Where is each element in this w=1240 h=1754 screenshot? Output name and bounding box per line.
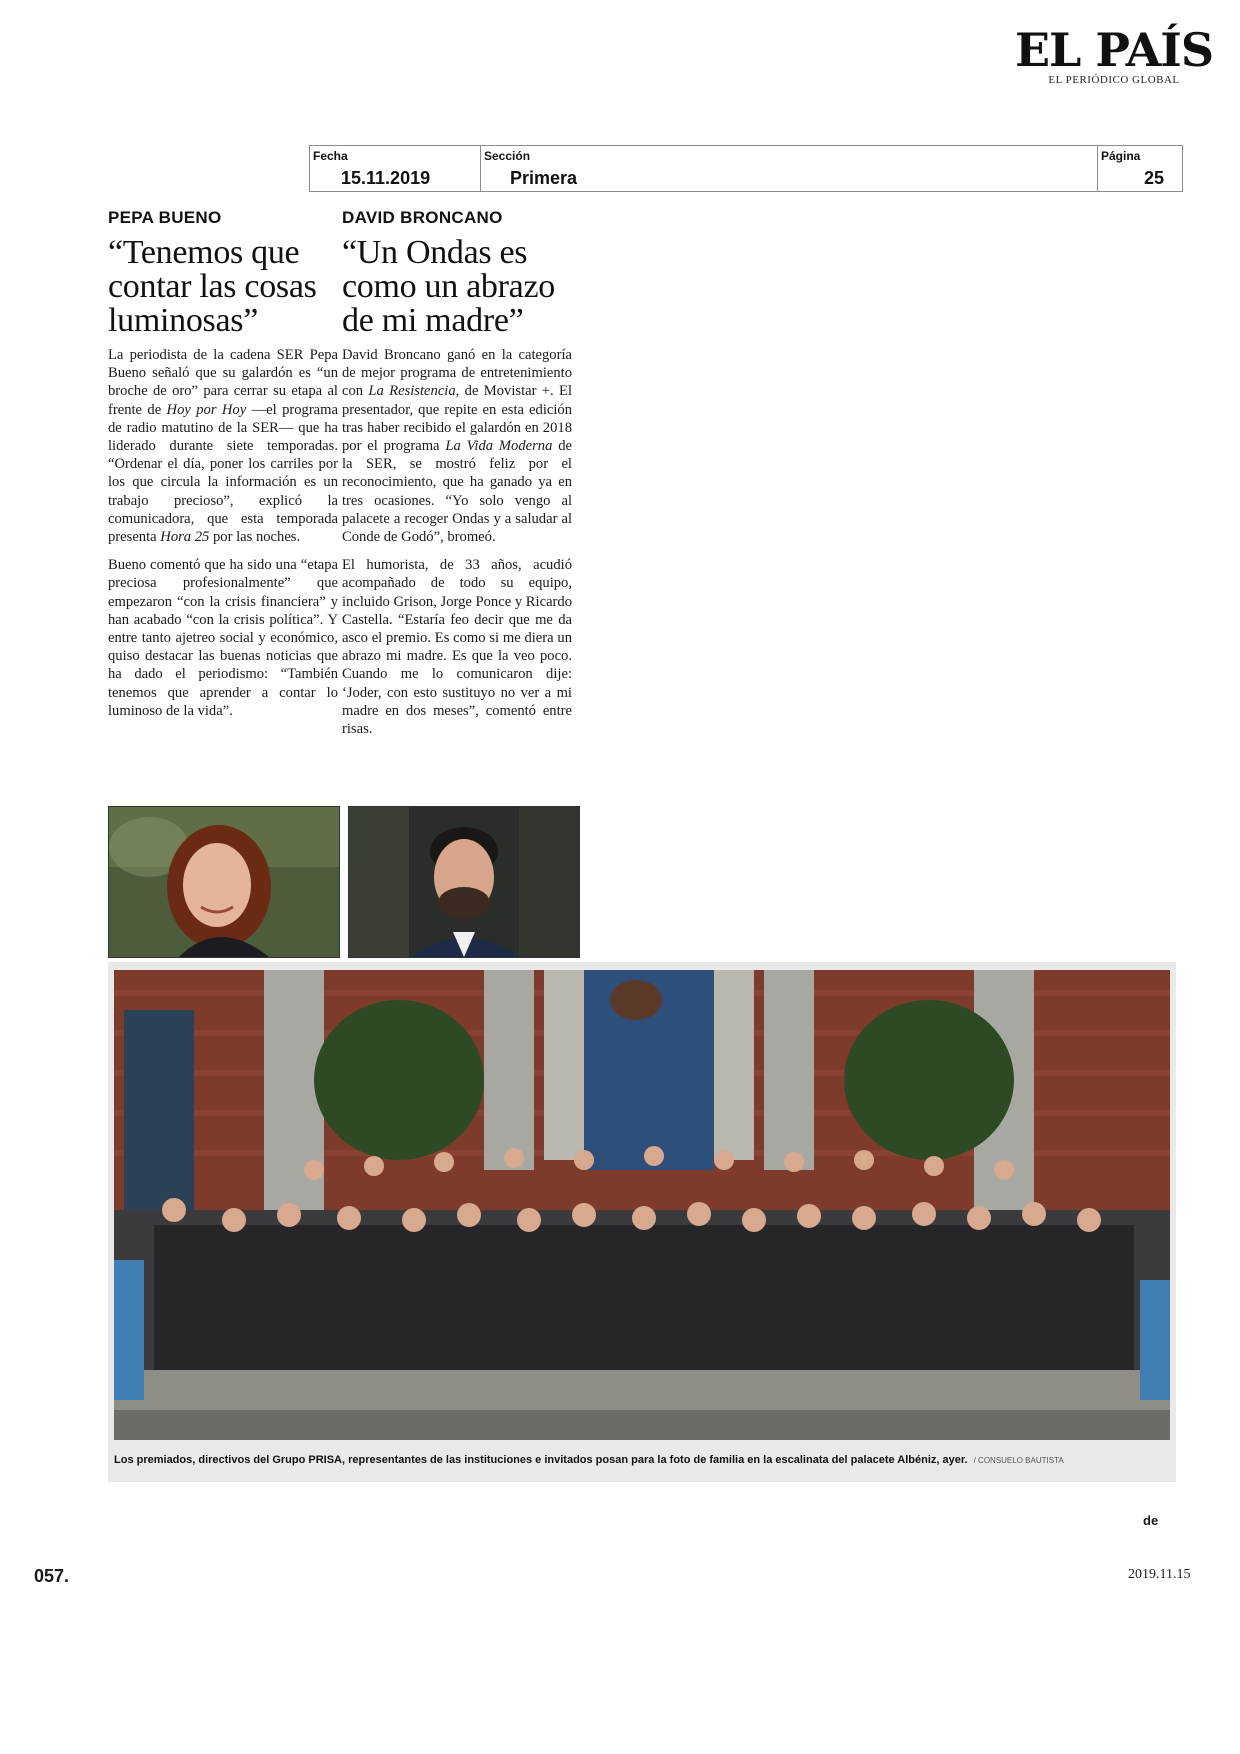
caption-text: Los premiados, directivos del Grupo PRISA, representantes de las instituciones e invitados posan para la foto de familia en la escalinata del palacete Albéniz, ayer. [114, 1454, 968, 1466]
portrait-david-broncano [348, 806, 580, 958]
text-run: por las noches. [209, 529, 301, 546]
article-pepa-bueno [108, 208, 338, 720]
group-photo-block [108, 962, 1176, 1482]
article-headline: “Un Ondas es como un abrazo de mi madre” [342, 234, 555, 339]
clipping-date: 2019.11.15 [1128, 1567, 1191, 1582]
text-run: , de Movistar +. El presentador, que repite en esta edición tras haber recibido el galardón en 2018 por el programa [342, 383, 572, 455]
text-run: de la SER, se mostró feliz por el reconocimiento, que ha ganado ya en tres ocasiones. “Yo solo vengo al palacete a recoger Ondas y a saludar al Conde de Godó”, bromeó. [342, 438, 572, 546]
program-name: Hora 25 [160, 529, 210, 546]
newspaper-logo: EL PAÍS [1014, 23, 1214, 77]
pagina-label: Página [1101, 149, 1141, 163]
seccion-cell [481, 146, 1097, 191]
fecha-label: Fecha [313, 149, 348, 163]
article-paragraph: El humorista, de 33 años, acudió acompañado de todo su equipo, incluido Grison, Jorge Ponce y Ricardo Castella. “Estaría feo decir que me da asco el premio. Es como si me diera un abrazo mi madre. Es que la veo poco. Cuando me lo comunicaron dije: ‘Joder, con esto sustituyo no ver a mi madre en dos meses”, comentó entre risas. [342, 557, 572, 738]
seccion-label: Sección [484, 149, 531, 163]
group-photo-image [114, 970, 1170, 1440]
clipping-number: 057. [34, 1566, 70, 1586]
seccion-value: Primera [510, 168, 578, 188]
group-photo [114, 970, 1170, 1440]
photo-caption [114, 1454, 1170, 1466]
masthead [1010, 23, 1218, 86]
portrait-pepa-bueno [108, 806, 340, 958]
masthead-tagline: EL PERIÓDICO GLOBAL [1048, 74, 1180, 86]
program-name: Hoy por Hoy [166, 401, 247, 418]
footer-de: de [1143, 1513, 1159, 1528]
fecha-value: 15.11.2019 [341, 168, 431, 188]
pagina-value: 25 [1144, 168, 1165, 188]
article-kicker: PEPA BUENO [108, 208, 222, 227]
fecha-cell [310, 146, 480, 191]
article-headline: “Tenemos que contar las cosas luminosas” [108, 234, 317, 339]
article-paragraph [108, 346, 338, 546]
photo-credit: / CONSUELO BAUTISTA [973, 1456, 1064, 1465]
article-paragraph [342, 346, 572, 546]
program-name: La Vida Moderna [445, 438, 553, 455]
article-paragraph: Bueno comentó que ha sido una “etapa preciosa profesionalmente” que empezaron “con la crisis financiera” y han acabado “con la crisis política”. Y entre tanto ajetreo social y económico, quiso destacar las buenas noticias que ha dado el periodismo: “También tenemos que aprender a contar lo luminoso de la vida”. [108, 557, 338, 719]
portrait-image [349, 807, 579, 957]
portrait-image [109, 807, 339, 957]
program-name: La Resistencia [368, 383, 456, 400]
clipping-metadata-box [309, 145, 1183, 192]
pagina-cell [1098, 146, 1182, 191]
text-run: David Broncano ganó en la categoría de mejor programa de entretenimiento con [342, 347, 572, 400]
article-kicker: DAVID BRONCANO [342, 208, 503, 227]
text-run: La periodista de la cadena SER Pepa Bueno señaló que su galardón es “un broche de oro” para cerrar su etapa al frente de [108, 347, 338, 418]
text-run: —el programa de radio matutino de la SER— que ha liderado durante siete temporadas. “Ordenar el día, poner los carriles por los que circula la información es un trabajo precioso”, explicó la comunicadora, que esta temporada presenta [108, 401, 338, 546]
article-david-broncano [342, 208, 572, 738]
